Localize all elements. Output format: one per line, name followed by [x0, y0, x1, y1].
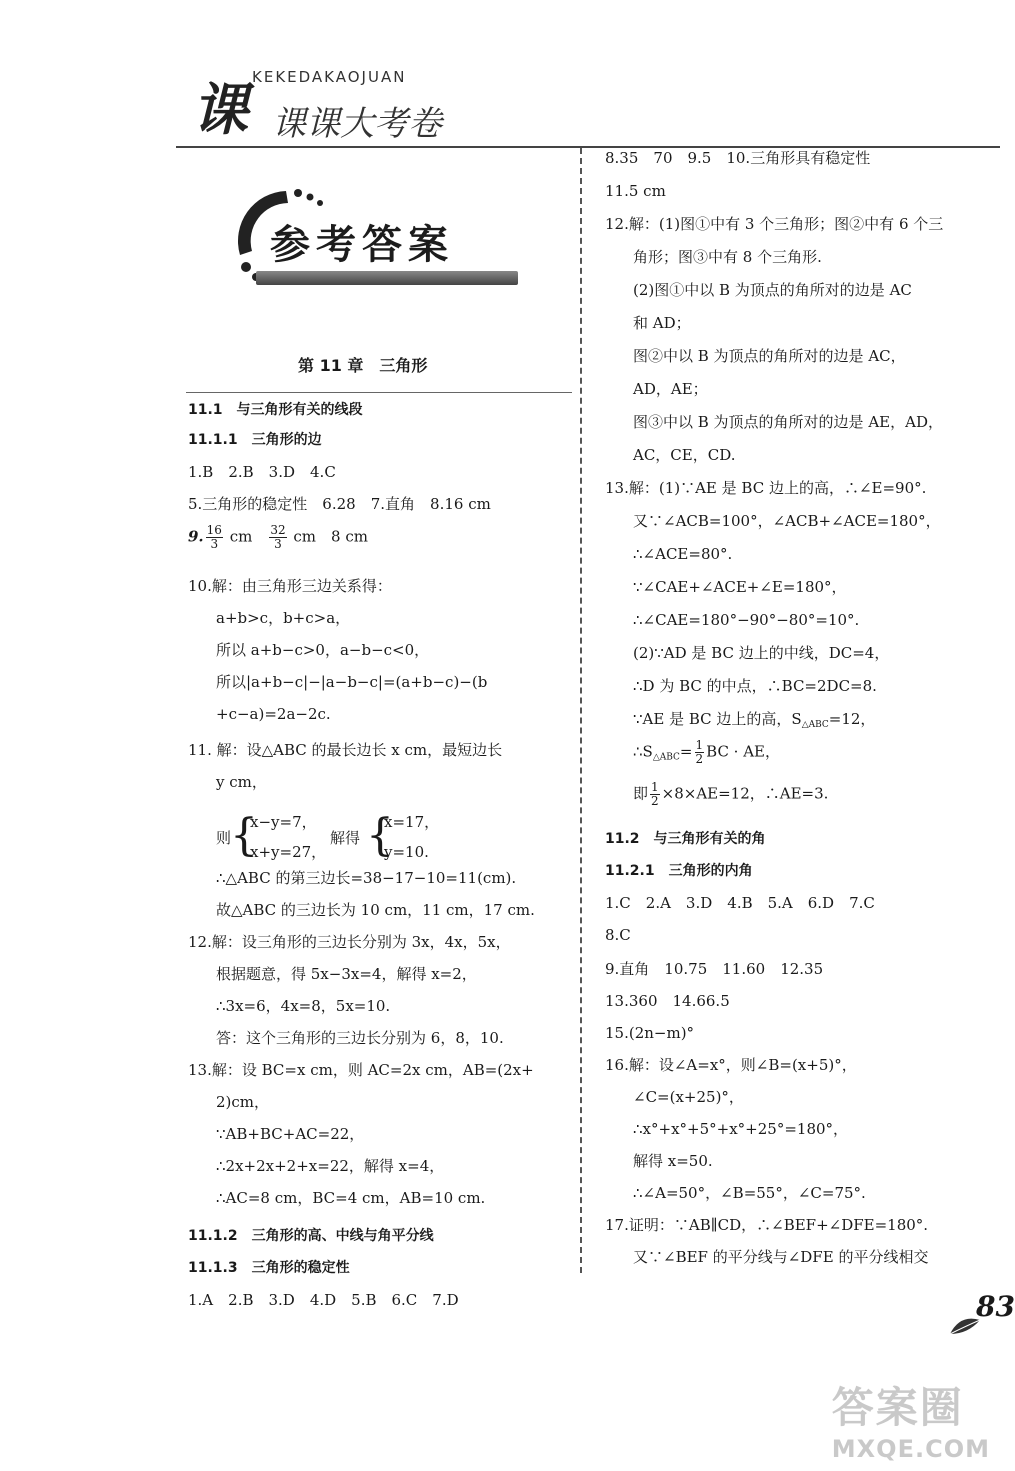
unit: cm — [224, 527, 268, 546]
text: 即 — [633, 784, 649, 803]
answer-line: 所以 a+b−c>0，a−b−c<0， — [216, 641, 430, 659]
text: ∴S — [633, 742, 653, 761]
fraction-denominator: 3 — [210, 537, 219, 551]
answer-line: 11.5 cm — [605, 182, 666, 200]
section-heading: 11.1 与三角形有关的线段 — [188, 402, 363, 418]
page-number-text: 83 — [976, 1290, 1015, 1323]
answer-line: 12.解：(1)图①中有 3 个三角形；图②中有 6 个三 — [605, 215, 944, 233]
chapter-rule — [186, 392, 572, 393]
fraction-denominator: 2 — [651, 794, 659, 808]
answer-line: 1.C 2.A 3.D 4.B 5.A 6.D 7.C — [605, 894, 875, 912]
answer-line: 13.360 14.66.5 — [605, 992, 730, 1010]
fraction — [650, 781, 660, 808]
answer-line: 11. 解：设△ABC 的最长边长 x cm，最短边长 — [188, 741, 503, 759]
page-number — [946, 1290, 1015, 1350]
chapter-title: 第 11 章 三角形 — [298, 356, 428, 375]
fraction — [206, 524, 223, 551]
answer-line: 角形；图③中有 8 个三角形. — [633, 248, 822, 266]
fraction-denominator: 3 — [274, 537, 282, 551]
answer-line: 图②中以 B 为顶点的角所对的边是 AC， — [633, 347, 906, 365]
answer-line: ∴2x+2x+2+x=22，解得 x=4， — [216, 1157, 445, 1175]
section-heading: 11.1.2 三角形的高、中线与角平分线 — [188, 1228, 434, 1244]
equation: x−y=7， — [250, 813, 317, 831]
answer-line: 解得 x=50. — [633, 1152, 713, 1170]
watermark-line2: MXQE.COM — [831, 1435, 990, 1463]
banner-title: 参考答案 — [270, 222, 454, 268]
answer-line: ∴AC=8 cm，BC=4 cm，AB=10 cm. — [216, 1189, 486, 1207]
fraction — [695, 739, 705, 766]
answer-line: 9.直角 10.75 11.60 12.35 — [605, 960, 824, 978]
answer-line: 17.证明：∵AB∥CD，∴∠BEF+∠DFE=180°. — [605, 1216, 929, 1234]
solution: x=17， — [384, 813, 440, 831]
text: BC · AE， — [706, 742, 781, 761]
fraction-numerator: 1 — [651, 780, 659, 794]
answer-line: 又∵∠ACB=100°，∠ACB+∠ACE=180°， — [633, 512, 941, 530]
equation: x+y=27， — [250, 843, 327, 861]
answer-line: 15.(2n−m)° — [605, 1024, 695, 1042]
answer-line — [633, 739, 780, 768]
answer-line: 8.35 70 9.5 10.三角形具有稳定性 — [605, 149, 871, 167]
answer-line: y cm， — [216, 773, 267, 791]
answer-line: ∴∠ACE=80°. — [633, 545, 733, 563]
brace-icon: { — [230, 810, 258, 861]
answer-line: (2)∵AD 是 BC 边上的中线，DC=4， — [633, 644, 890, 662]
text: ∵AE 是 BC 边上的高，S — [633, 710, 802, 728]
fraction-numerator: 32 — [270, 523, 286, 537]
answer-line: 2)cm， — [216, 1093, 270, 1111]
brace-icon: { — [366, 810, 394, 861]
answer-line: a+b>c，b+c>a， — [216, 609, 351, 627]
header-rule — [176, 146, 1000, 148]
answer-line: 答：这个三角形的三边长分别为 6，8，10. — [216, 1029, 504, 1047]
answer-line: 又∵∠BEF 的平分线与∠DFE 的平分线相交 — [633, 1248, 929, 1266]
answer-line: AD，AE； — [633, 380, 708, 398]
answer-banner — [228, 185, 520, 297]
brand-latin: KEKEDAKAOJUAN — [252, 68, 407, 86]
text: = — [679, 742, 693, 761]
solution: y=10. — [384, 843, 429, 861]
fraction-numerator: 16 — [206, 523, 222, 537]
brand-logo-char: 课 — [192, 77, 248, 143]
answer-line: ∴3x=6，4x=8，5x=10. — [216, 997, 391, 1015]
brand-name: 课课大考卷 — [272, 104, 442, 144]
answer-line: ∴∠A=50°，∠B=55°，∠C=75°. — [633, 1184, 866, 1202]
answer-line: ∴D 为 BC 的中点，∴BC=2DC=8. — [633, 677, 877, 695]
text: ×8×AE=12，∴AE=3. — [661, 784, 829, 803]
section-heading: 11.2.1 三角形的内角 — [605, 863, 753, 879]
column-divider — [580, 148, 582, 1273]
answer-line: 图③中以 B 为顶点的角所对的边是 AE，AD， — [633, 413, 943, 431]
answer-line: 1.A 2.B 3.D 4.D 5.B 6.C 7.D — [188, 1291, 459, 1309]
answer-line: AC，CE，CD. — [633, 446, 736, 464]
answer-line: +c−a)=2a−2c. — [216, 705, 331, 723]
fraction-numerator: 1 — [695, 738, 704, 752]
watermark-line1: 答案圈 — [831, 1383, 964, 1432]
answer-prefix: 9. — [188, 527, 204, 546]
answer-line: ∴∠CAE=180°−90°−80°=10°. — [633, 611, 860, 629]
answer-line: 所以|a+b−c|−|a−b−c|=(a+b−c)−(b — [216, 673, 488, 691]
text: =12， — [828, 710, 876, 728]
answer-line: 13.解：(1)∵AE 是 BC 边上的高，∴∠E=90°. — [605, 479, 927, 497]
answer-line: 10.解：由三角形三边关系得： — [188, 577, 392, 595]
answer-line: 13.解：设 BC=x cm，则 AC=2x cm，AB=(2x+ — [188, 1061, 534, 1079]
solve-label: 解得 — [330, 829, 361, 847]
answer-line: 根据题意，得 5x−3x=4，解得 x=2， — [216, 965, 477, 983]
unit: cm 8 cm — [288, 527, 368, 546]
answer-line: ∴△ABC 的第三边长=38−17−10=11(cm). — [216, 869, 517, 887]
answer-line: ∴x°+x°+5°+x°+25°=180°， — [633, 1120, 849, 1138]
fraction — [269, 524, 286, 551]
brand-logo — [182, 62, 482, 142]
answer-line: 和 AD； — [633, 314, 691, 332]
answer-line — [633, 781, 828, 808]
answer-line: 1.B 2.B 3.D 4.C — [188, 463, 336, 481]
answer-line — [633, 709, 875, 735]
answer-line — [188, 524, 368, 551]
subscript: △ABC — [652, 752, 680, 763]
banner-bar — [256, 271, 518, 285]
section-heading: 11.2 与三角形有关的角 — [605, 831, 766, 847]
system-prefix: 则 — [216, 829, 232, 847]
answer-line: 故△ABC 的三边长为 10 cm，11 cm，17 cm. — [216, 901, 535, 919]
answer-line: 12.解：设三角形的三边长分别为 3x，4x，5x， — [188, 933, 511, 951]
answer-line: ∵∠CAE+∠ACE+∠E=180°， — [633, 578, 847, 596]
section-heading: 11.1.1 三角形的边 — [188, 432, 322, 448]
answer-line: 5.三角形的稳定性 6.28 7.直角 8.16 cm — [188, 495, 491, 513]
answer-line: ∠C=(x+25)°， — [633, 1088, 744, 1106]
fraction-denominator: 2 — [695, 752, 704, 766]
watermark — [832, 1375, 990, 1463]
answer-line: ∵AB+BC+AC=22， — [216, 1125, 365, 1143]
answer-line: (2)图①中以 B 为顶点的角所对的边是 AC — [633, 281, 912, 299]
answer-line: 8.C — [605, 926, 631, 944]
section-heading: 11.1.3 三角形的稳定性 — [188, 1260, 350, 1276]
answer-line: 16.解：设∠A=x°，则∠B=(x+5)°， — [605, 1056, 857, 1074]
subscript: △ABC — [801, 720, 829, 730]
